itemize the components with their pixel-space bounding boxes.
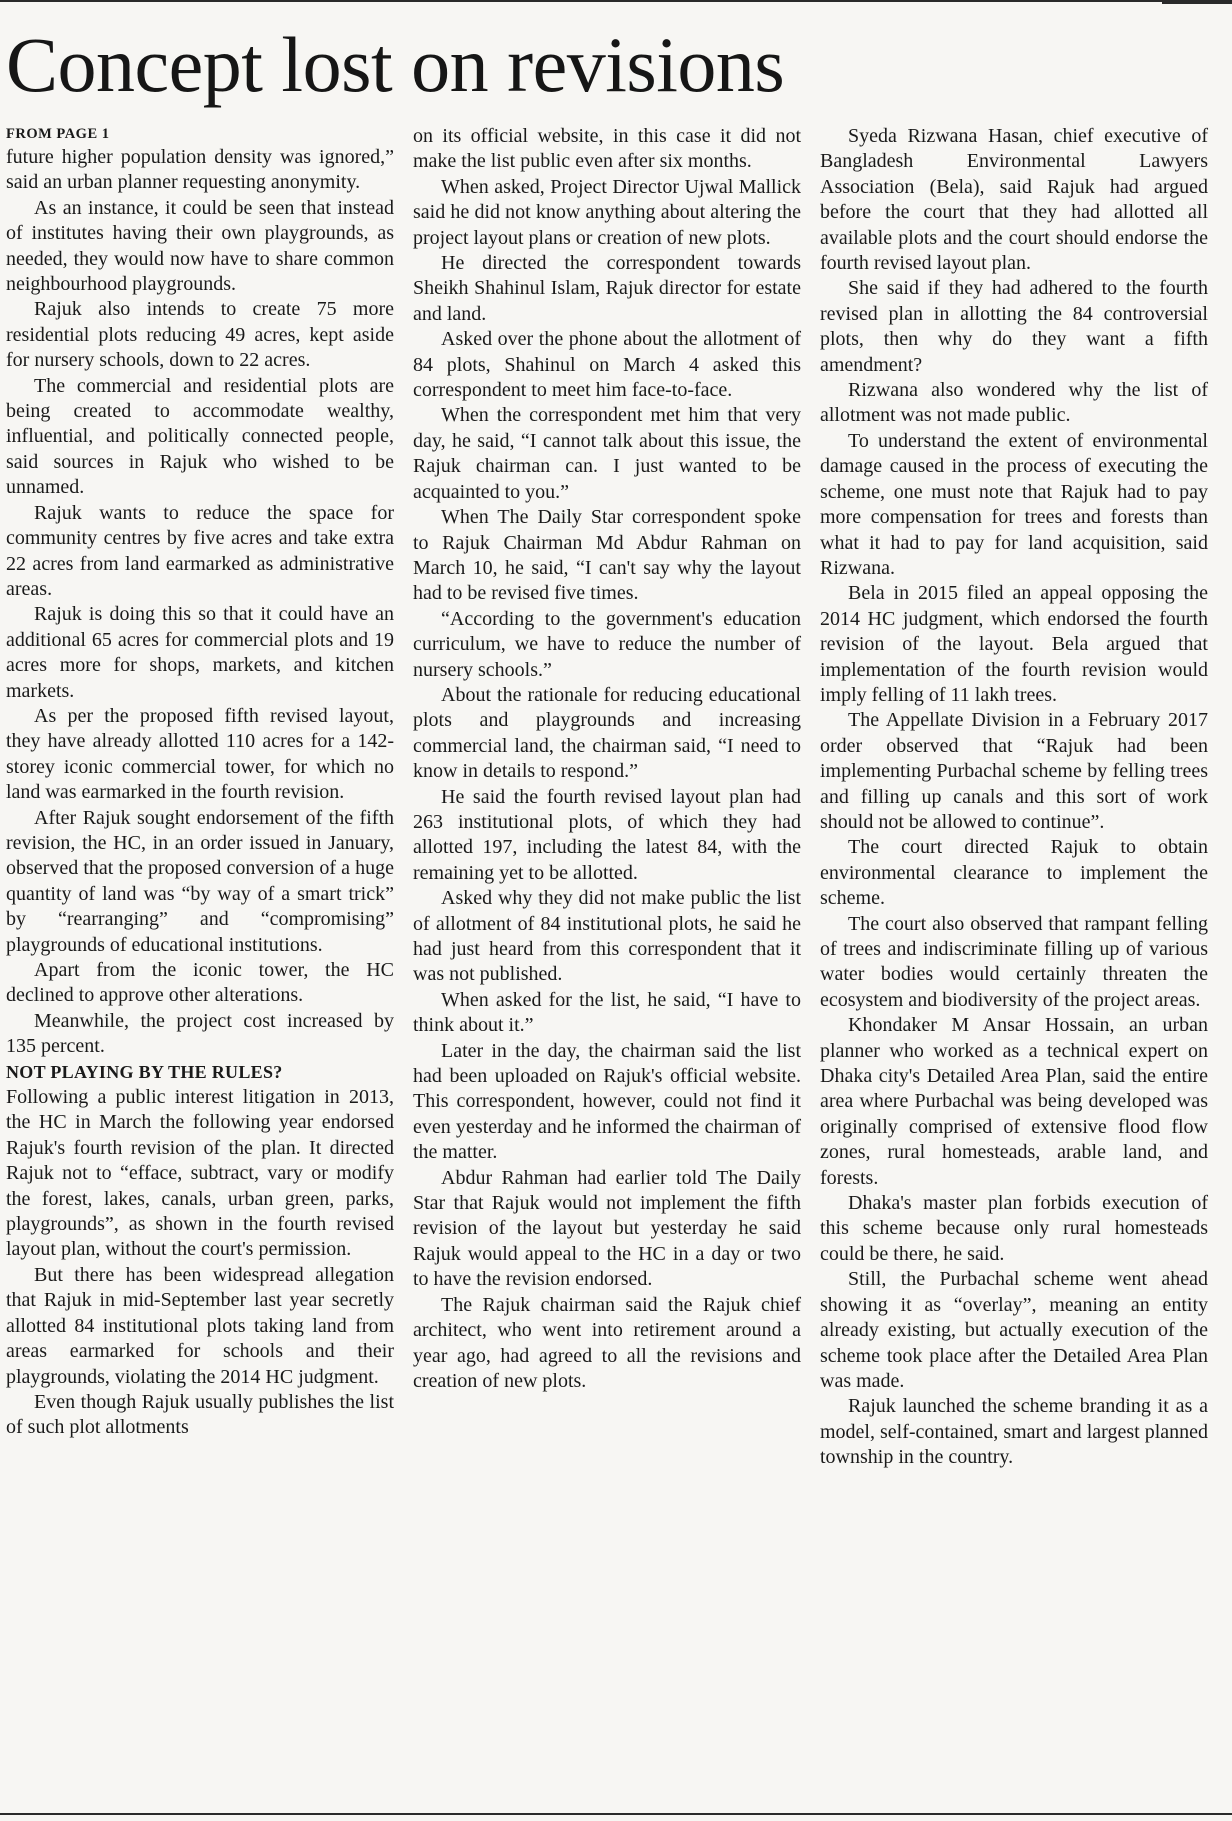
paragraph: Dhaka's master plan forbids execution of this scheme because only rural homesteads could be there, he said. <box>820 1192 1208 1265</box>
paragraph: Rajuk wants to reduce the space for community centres by five acres and take extra 22 acres from land earmarked as administrative areas. <box>6 501 394 600</box>
paragraph: Even though Rajuk usually publishes the list of such plot allotments <box>6 1390 394 1439</box>
paragraph: Syeda Rizwana Hasan, chief executive of Bangladesh Environmental Lawyers Association (Bela), said Rajuk had argued before the court that they had allotted all available plots and the court should endorse the fourth revised layout plan. <box>820 125 1208 275</box>
paragraph: Still, the Purbachal scheme went ahead showing it as “overlay”, meaning an entity already existing, but actually execution of the scheme took place after the Detailed Area Plan was made. <box>820 1268 1208 1392</box>
paragraph: Rajuk also intends to create 75 more residential plots reducing 49 acres, kept aside for nursery schools, down to 22 acres. <box>6 298 394 372</box>
paragraph: Bela in 2015 filed an appeal opposing the 2014 HC judgment, which endorsed the fourth revision of the layout. Bela argued that implementation of the fourth revision would imply felling of 11 lakh trees. <box>820 582 1208 706</box>
paragraph: As per the proposed fifth revised layout, they have already allotted 110 acres for a 142-storey iconic commercial tower, for which no land was earmarked in the fourth revision. <box>6 704 394 804</box>
paragraph: Asked why they did not make public the list of allotment of 84 institutional plots, he said he had just heard from this correspondent that it was not published. <box>413 887 801 986</box>
paragraph: To understand the extent of environmental damage caused in the process of executing the scheme, one must note that Rajuk had to pay more compensation for trees and forests than what it had to pay for land acquisition, said Rizwana. <box>820 429 1208 579</box>
paragraph: on its official website, in this case it did not make the list public even after six months. <box>413 125 801 173</box>
bottom-rule <box>0 1813 1232 1815</box>
paragraph: About the rationale for reducing educational plots and playgrounds and increasing commercial land, the chairman said, “I need to know in details to respond.” <box>413 683 801 783</box>
paragraph: He directed the correspondent towards Sheikh Shahinul Islam, Rajuk director for estate and land. <box>413 252 801 325</box>
paragraph: Rizwana also wondered why the list of allotment was not made public. <box>820 379 1208 427</box>
paragraph: As an instance, it could be seen that instead of institutes having their own playgrounds, as needed, they would now have to share common neighbourhood playgrounds. <box>6 196 394 296</box>
paragraph: The court also observed that rampant felling of trees and indiscriminate filling up of various water bodies would certainly threaten the ecosystem and biodiversity of the project areas. <box>820 912 1208 1011</box>
paragraph: When asked, Project Director Ujwal Mallick said he did not know anything about altering the project layout plans or creation of new plots. <box>413 175 801 249</box>
paragraph: He said the fourth revised layout plan had 263 institutional plots, of which they had allotted 197, including the latest 84, with the remaining yet to be allotted. <box>413 785 801 884</box>
paragraph: After Rajuk sought endorsement of the fifth revision, the HC, in an order issued in January, observed that the proposed conversion of a huge quantity of land was “by way of a smart trick” by “rearranging” and “compromising” playgrounds of educational institutions. <box>6 806 394 956</box>
paragraph: Rajuk launched the scheme branding it as a model, self-contained, smart and largest planned township in the country. <box>820 1395 1208 1469</box>
paragraph: When asked for the list, he said, “I have to think about it.” <box>413 988 801 1037</box>
paragraph: Abdur Rahman had earlier told The Daily Star that Rajuk would not implement the fifth revision of the layout but yesterday he said Rajuk would appeal to the HC in a day or two to have the revision endorsed. <box>413 1166 801 1291</box>
headline: Concept lost on revisions <box>6 21 785 108</box>
jump-kicker: FROM PAGE 1 <box>6 126 110 142</box>
paragraph: The commercial and residential plots are being created to accommodate wealthy, influential, and politically connected people, said sources in Rajuk who wished to be unnamed. <box>6 374 394 499</box>
paragraph: Meanwhile, the project cost increased by 135 percent. <box>6 1009 394 1058</box>
paragraph: The Appellate Division in a February 2017 order observed that “Rajuk had been implementing Purbachal scheme by felling trees and filling up canals and this sort of work should not be allowed to continue”. <box>820 709 1208 833</box>
paragraph: Apart from the iconic tower, the HC declined to approve other alterations. <box>6 959 394 1007</box>
paragraph: The Rajuk chairman said the Rajuk chief architect, who went into retirement around a year ago, had agreed to all the revisions and creation of new plots. <box>413 1293 801 1392</box>
paragraph: Rajuk is doing this so that it could have an additional 65 acres for commercial plots and 19 acres more for shops, markets, and kitchen markets. <box>6 603 394 702</box>
paragraph: Following a public interest litigation in 2013, the HC in March the following year endorsed Rajuk's fourth revision of the plan. It directed Rajuk not to “efface, subtract, vary or modify the forest, lakes, canals, urban green, parks, playgrounds”, as shown in the fourth revised layout plan, without the court's permission. <box>6 1086 394 1261</box>
paragraph: “According to the government's education curriculum, we have to reduce the number of nursery schools.” <box>413 607 801 681</box>
paragraph: Asked over the phone about the allotment of 84 plots, Shahinul on March 4 asked this correspondent to meet him face-to-face. <box>413 328 801 402</box>
paragraph: When The Daily Star correspondent spoke to Rajuk Chairman Md Abdur Rahman on March 10, he said, “I can't say why the layout had to be revised five times. <box>413 506 801 605</box>
paragraph: She said if they had adhered to the fourth revised plan in allotting the 84 controversial plots, then why do they want a fifth amendment? <box>820 277 1208 376</box>
paragraph: When the correspondent met him that very day, he said, “I cannot talk about this issue, the Rajuk chairman can. I just wanted to be acquainted to you.” <box>413 404 801 503</box>
article-column-2 <box>413 124 801 1394</box>
paragraph: The court directed Rajuk to obtain environmental clearance to implement the scheme. <box>820 836 1208 910</box>
top-rule <box>0 0 1232 2</box>
section-subhead: NOT PLAYING BY THE RULES? <box>6 1061 283 1082</box>
article-column-3 <box>820 124 1208 1471</box>
paragraph: future higher population density was ignored,” said an urban planner requesting anonymity. <box>6 146 394 194</box>
paragraph: Khondaker M Ansar Hossain, an urban planner who worked as a technical expert on Dhaka city's Detailed Area Plan, said the entire area where Purbachal was being developed was originally comprised of extensive flood flow zones, rural homesteads, arable land, and forests. <box>820 1014 1208 1189</box>
article-column-1 <box>6 124 394 1441</box>
top-corner-mark <box>1162 0 1232 4</box>
paragraph: Later in the day, the chairman said the list had been uploaded on Rajuk's official website. This correspondent, however, could not find it even yesterday and he informed the chairman of the matter. <box>413 1039 801 1164</box>
paragraph: But there has been widespread allegation that Rajuk in mid-September last year secretly allotted 84 institutional plots taking land from areas earmarked for schools and their playgrounds, violating the 2014 HC judgment. <box>6 1263 394 1388</box>
